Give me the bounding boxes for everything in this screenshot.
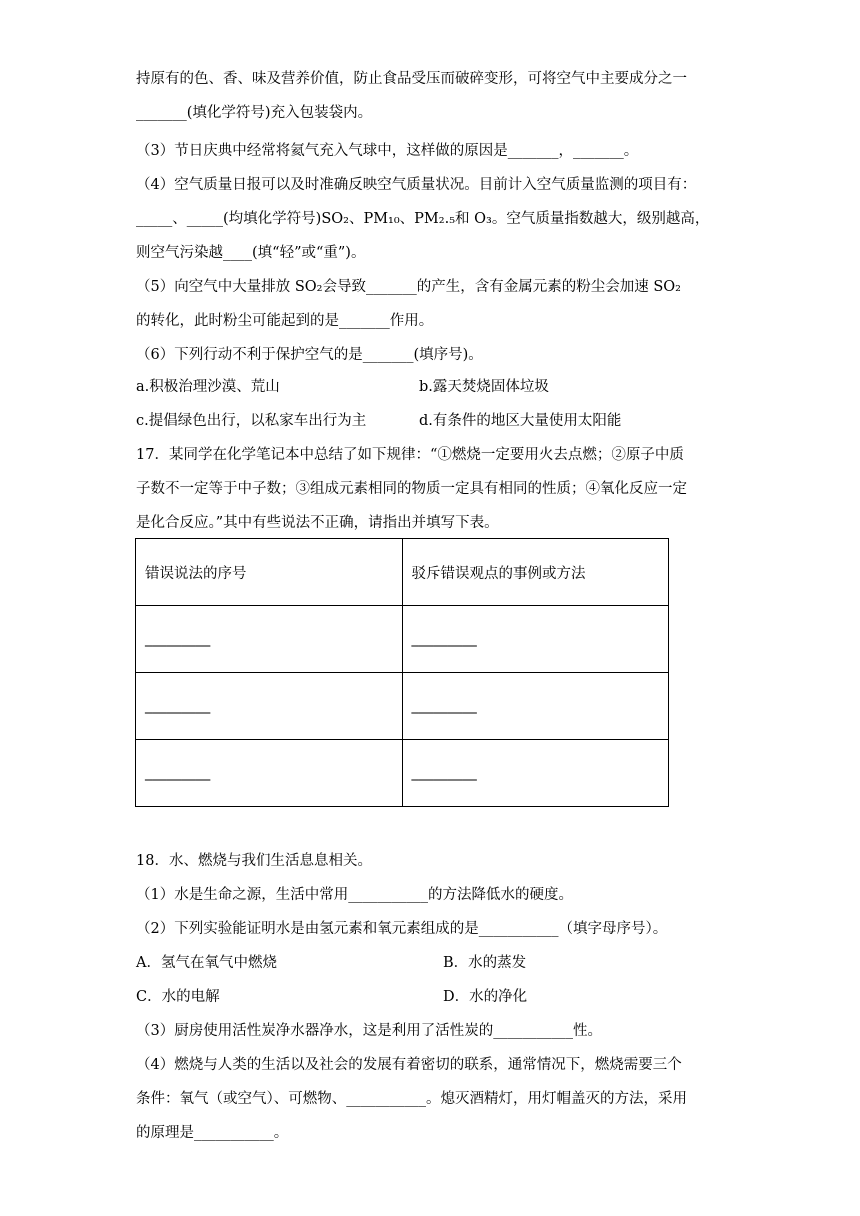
text-line: 的转化，此时粉尘可能起到的是_______作用。 xyxy=(136,313,434,329)
question-18-1: （1）水是生命之源，生活中常用___________的方法降低水的硬度。 xyxy=(136,887,573,903)
text-line: 子数不一定等于中子数；③组成元素相同的物质一定具有相同的性质；④氧化反应一定 xyxy=(136,481,687,497)
answer-blank[interactable]: _________ xyxy=(402,606,669,673)
text-line: 则空气污染越____(填“轻”或“重”)。 xyxy=(136,245,366,261)
table-header-row xyxy=(136,539,669,606)
option-D: D．水的净化 xyxy=(443,989,528,1005)
question-16-3: （3）节日庆典中经常将氦气充入气球中，这样做的原因是_______，_______。 xyxy=(136,143,639,159)
question-16-6: （6）下列行动不利于保护空气的是_______(填序号)。 xyxy=(136,347,483,363)
answer-blank[interactable]: _________ xyxy=(136,606,403,673)
option-c: c.提倡绿色出行，以私家车出行为主 xyxy=(136,413,367,429)
option-d: d.有条件的地区大量使用太阳能 xyxy=(419,413,622,429)
table-header: 错误说法的序号 xyxy=(136,539,403,606)
text-line: _____、_____(均填化学符号)SO₂、PM₁₀、PM₂.₅和 O₃。空气质量指数越大，级别越高， xyxy=(136,211,710,227)
answer-blank[interactable]: _________ xyxy=(402,673,669,740)
table-row xyxy=(136,606,669,673)
text-line: 是化合反应。”其中有些说法不正确，请指出并填写下表。 xyxy=(136,515,499,531)
answer-blank[interactable]: _________ xyxy=(136,740,403,807)
question-17: 17．某同学在化学笔记本中总结了如下规律：“①燃烧一定要用火去点燃；②原子中质 xyxy=(136,447,684,463)
option-a: a.积极治理沙漠、荒山 xyxy=(136,379,280,395)
text-line: _______(填化学符号)充入包装袋内。 xyxy=(136,105,373,121)
option-C: C．水的电解 xyxy=(136,989,220,1005)
table-header: 驳斥错误观点的事例或方法 xyxy=(402,539,669,606)
table-row xyxy=(136,673,669,740)
question-18-4: （4）燃烧与人类的生活以及社会的发展有着密切的联系，通常情况下，燃烧需要三个 xyxy=(136,1057,682,1073)
answer-table xyxy=(135,538,669,807)
question-18: 18．水、燃烧与我们生活息息相关。 xyxy=(136,853,372,869)
question-16-4: （4）空气质量日报可以及时准确反映空气质量状况。目前计入空气质量监测的项目有： xyxy=(136,177,697,193)
option-b: b.露天焚烧固体垃圾 xyxy=(419,379,549,395)
answer-blank[interactable]: _________ xyxy=(402,740,669,807)
option-B: B．水的蒸发 xyxy=(443,955,527,971)
text-line: 的原理是___________。 xyxy=(136,1125,289,1141)
question-18-2: （2）下列实验能证明水是由氢元素和氧元素组成的是___________（填字母序号）。 xyxy=(136,921,668,937)
text-line: 条件：氧气（或空气）、可燃物、___________。熄灭酒精灯，用灯帽盖灭的方法，采用 xyxy=(136,1091,687,1107)
table-row xyxy=(136,740,669,807)
option-A: A．氢气在氧气中燃烧 xyxy=(136,955,277,971)
text-line: 持原有的色、香、味及营养价值，防止食品受压而破碎变形，可将空气中主要成分之一 xyxy=(136,71,687,87)
question-16-5: （5）向空气中大量排放 SO₂会导致_______的产生，含有金属元素的粉尘会加速 SO₂ xyxy=(136,279,681,295)
answer-blank[interactable]: _________ xyxy=(136,673,403,740)
question-18-3: （3）厨房使用活性炭净水器净水，这是利用了活性炭的___________性。 xyxy=(136,1023,602,1039)
